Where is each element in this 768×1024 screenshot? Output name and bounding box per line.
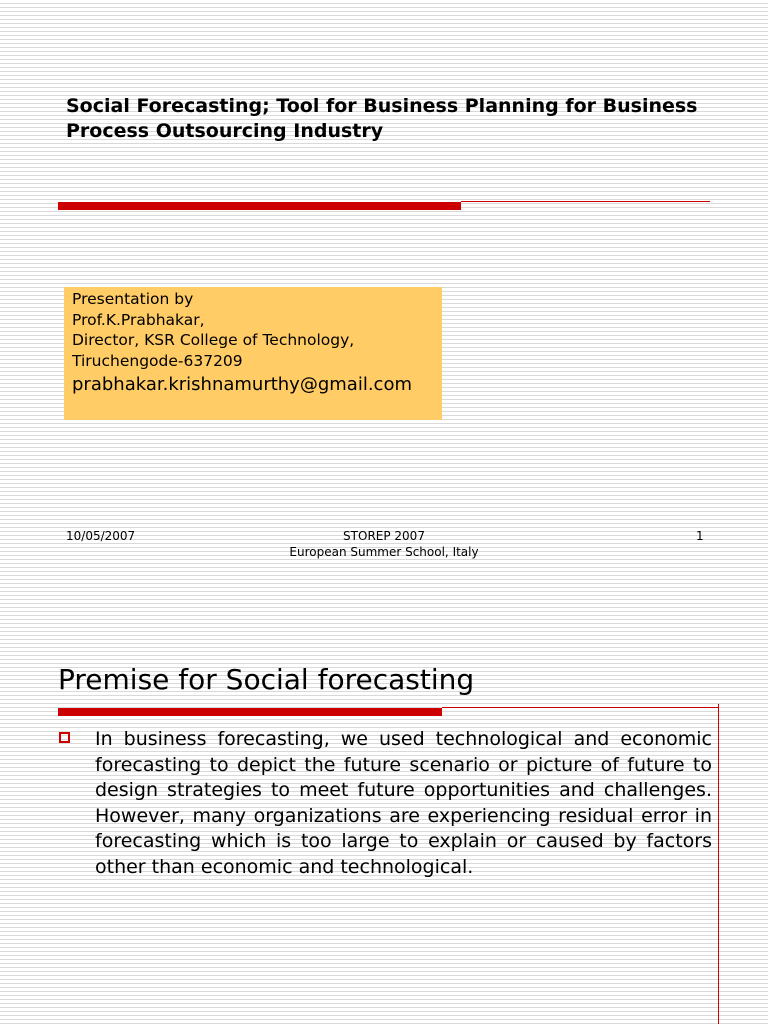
footer-date: 10/05/2007	[66, 529, 136, 543]
presenter-location: Tiruchengode-637209	[72, 351, 243, 370]
presenter-box	[64, 287, 442, 420]
presenter-affiliation: Director, KSR College of Technology,	[72, 331, 355, 349]
slide-title: Social Forecasting; Tool for Business Planning for Business Process Outsourcing Industry	[66, 95, 698, 142]
footer-page-number: 1	[696, 529, 704, 543]
title-rule-thin	[461, 201, 710, 202]
slide-2	[0, 640, 768, 1024]
footer-event-subtitle: European Summer School, Italy	[289, 544, 479, 559]
bullet-text: In business forecasting, we used technological and economic forecasting to depict the future scenario or picture of future to design strategies to meet future opportunities and challenges. However, many organizations are experiencing residual error in forecasting which is too large to explain or caused by factors other than economic and technological.	[95, 728, 712, 878]
presenter-line: Presentation by	[72, 290, 194, 308]
presenter-email: prabhakar.krishnamurthy@gmail.com	[72, 374, 412, 395]
slide-title: Premise for Social forecasting	[58, 663, 475, 696]
title-rule-thin	[442, 707, 719, 708]
footer-center	[234, 529, 534, 560]
footer-event: STOREP 2007	[343, 529, 425, 543]
square-bullet-icon	[59, 732, 70, 743]
title-rule-thick	[58, 202, 461, 210]
presenter-name: Prof.K.Prabhakar,	[72, 310, 205, 329]
right-border-line	[718, 704, 719, 1024]
title-rule-thick	[58, 708, 442, 716]
